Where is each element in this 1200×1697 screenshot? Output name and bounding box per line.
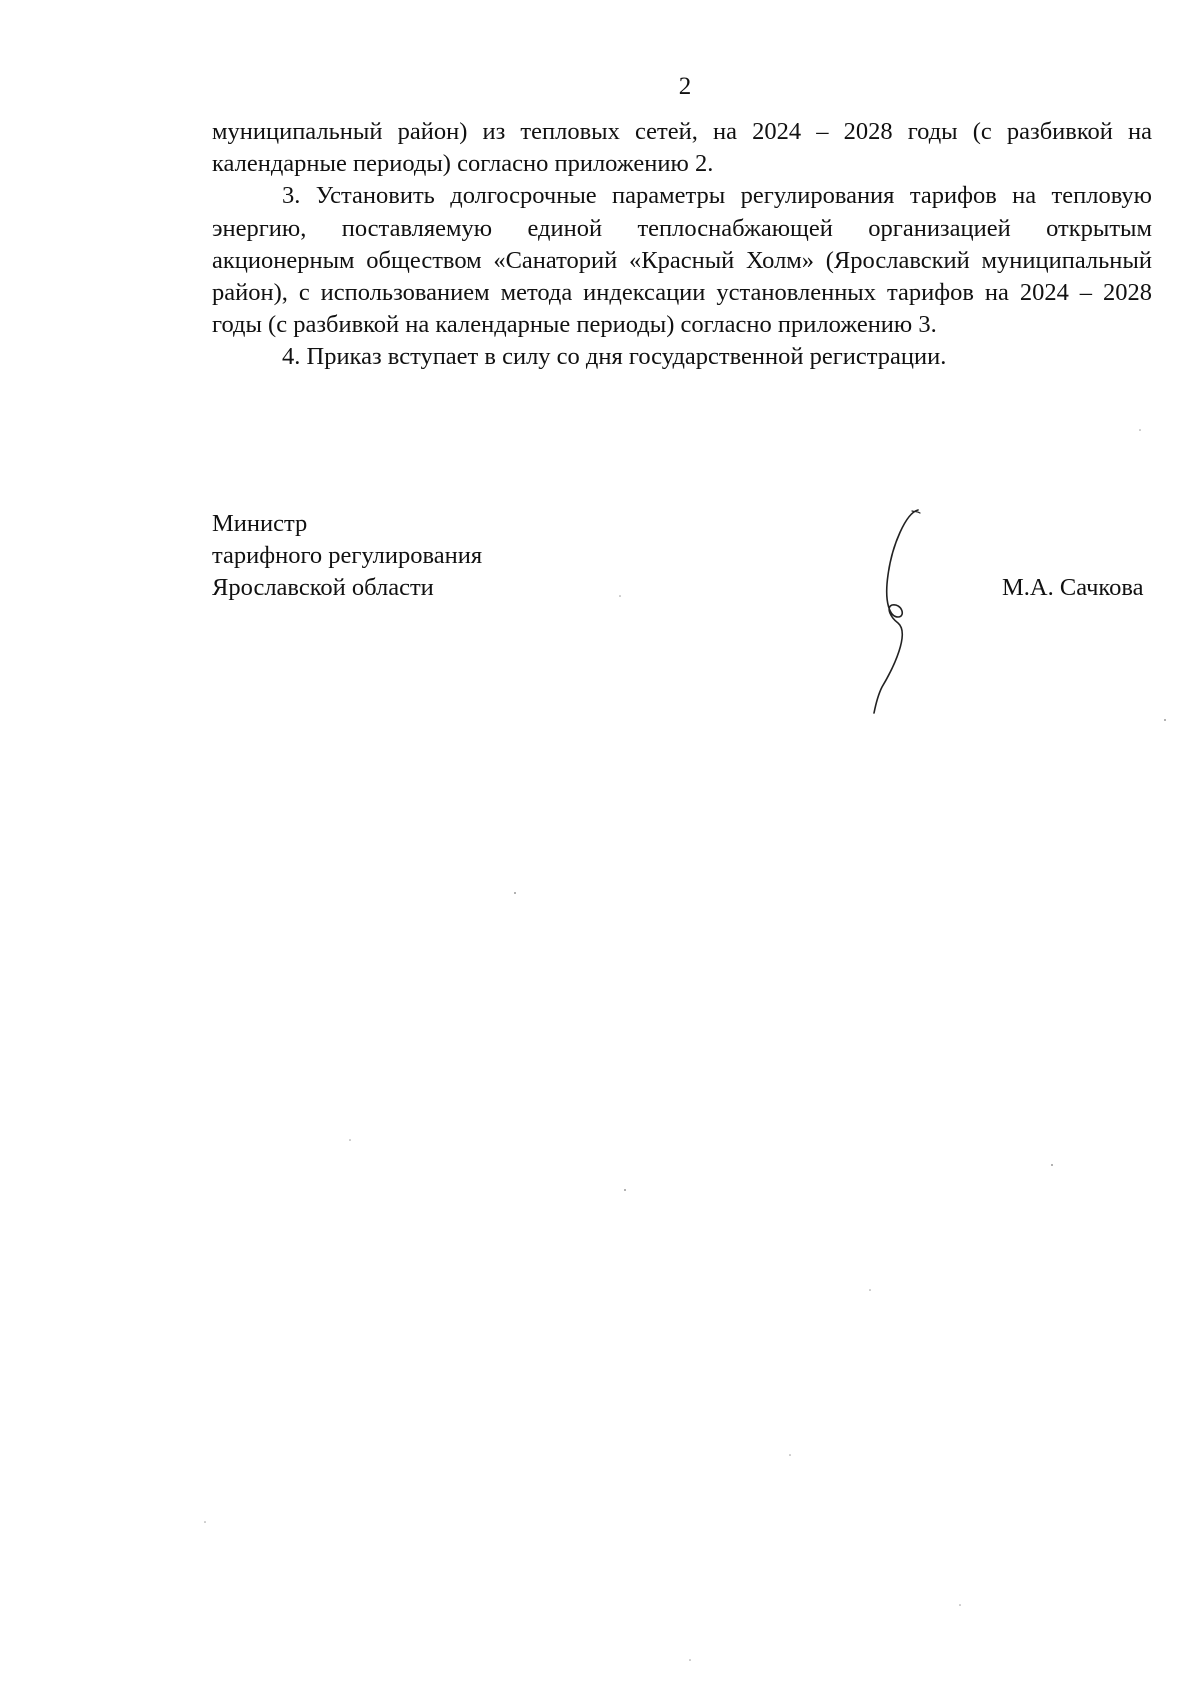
signatory-title-line: Министр [212,510,308,537]
signatory-title-block [212,508,482,604]
paragraph-continuation: муниципальный район) из тепловых сетей, на 2024 – 2028 годы (с разбивкой на календарные периоды) согласно приложению 2. [212,118,1152,178]
handwritten-signature [820,505,940,715]
paragraph-item-3: 3. Установить долгосрочные параметры регулирования тарифов на тепловую энергию, поставляемую единой теплоснабжающей организацией открытым акционерным обществом «Санаторий «Красный Холм» (Ярославский муниципальный район), с использованием метода индексации установленных тарифов на 2024 – 2028 годы (с разбивкой на календарные периоды) согласно приложению 3. [212,182,1152,339]
page-number: 2 [678,73,692,100]
signatory-title-line: Ярославской области [212,574,434,601]
signatory-title-line: тарифного регулирования [212,542,483,569]
document-body [212,116,1152,374]
paragraph-item-4: 4. Приказ вступает в силу со дня государственной регистрации. [282,343,947,371]
signatory-name: М.А. Сачкова [1002,574,1144,601]
